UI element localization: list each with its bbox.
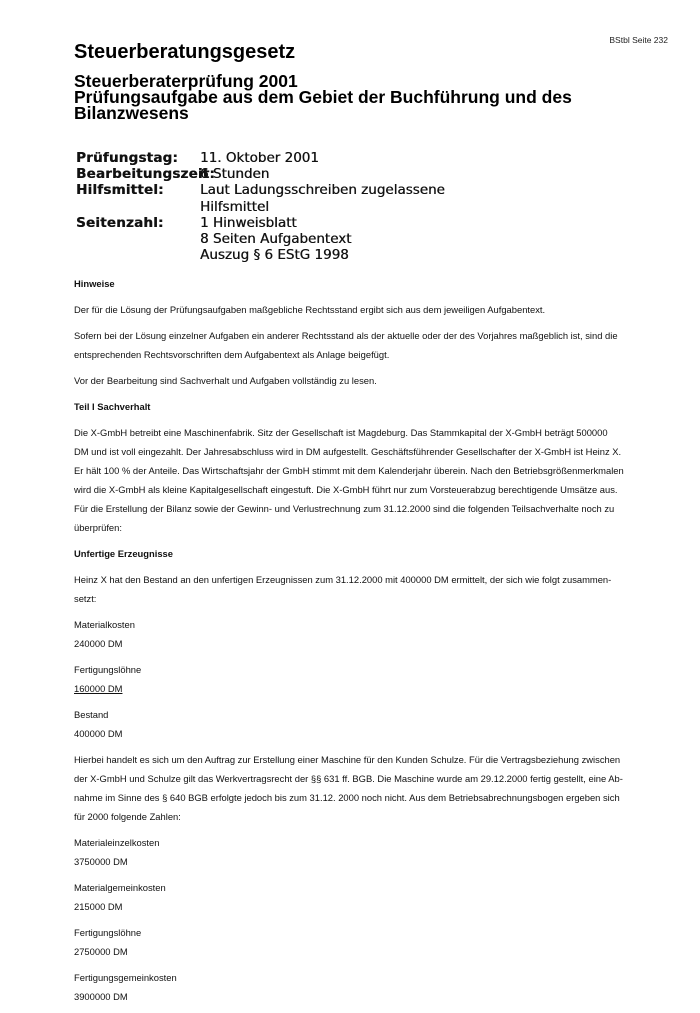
section-heading-unfertige-erzeugnisse: Unfertige Erzeugnisse [74, 548, 173, 559]
cost-item [74, 968, 624, 1006]
info-label: Bearbeitungszeit: [76, 166, 215, 183]
info-values [200, 215, 351, 264]
subtitle-line: Prüfungsaufgabe aus dem Gebiet der Buchführung und des [74, 87, 572, 107]
info-value: 11. Oktober 2001 [200, 150, 319, 166]
paragraph: Die X-GmbH betreibt eine Maschinenfabrik. Sitz der Gesellschaft ist Magdeburg. Das Stammkapital der X-GmbH beträgt 500000 DM und ist voll eingezahlt. Der Jahresabschluss wird in DM aufgestellt. Geschäftsführender Gesellschafter der X-GmbH ist Heinz X. Er hält 100 % der Anteile. Das Wirtschaftsjahr der GmbH stimmt mit dem Kalenderjahr überein. Nach den Betriebsgrößenmerkmalen wird die X-GmbH als kleine Kapitalgesellschaft eingestuft. Die X-GmbH führt nur zum Vorsteuerabzug berechtigende Umsätze aus. Für die Erstellung der Bilanz sowie der Gewinn- und Verlustrechnung zum 31.12.2000 sind die folgenden Teilsachverhalte noch zu überprüfen: [74, 427, 624, 533]
page-reference: BStbl Seite 232 [609, 35, 668, 45]
info-value: Hilfsmittel [200, 198, 269, 215]
cost-item [74, 660, 624, 698]
info-value: 1 Hinweisblatt [200, 214, 297, 231]
cost-value: 240000 DM [74, 638, 123, 649]
subtitle-line: Bilanzwesens [74, 103, 189, 123]
info-value: Auszug § 6 EStG 1998 [200, 247, 349, 264]
cost-item [74, 615, 624, 653]
info-value: Laut Ladungsschreiben zugelassene [200, 182, 445, 199]
info-values [200, 150, 319, 166]
info-label: Hilfsmittel: [76, 182, 164, 199]
info-row-date [76, 150, 445, 166]
cost-value: 215000 DM [74, 901, 123, 912]
section-heading-teil-1: Teil I Sachverhalt [74, 401, 151, 412]
cost-value: 400000 DM [74, 728, 123, 739]
subtitle-line: Steuerberaterprüfung 2001 [74, 71, 298, 91]
cost-label: Bestand [74, 709, 109, 720]
paragraph: Hierbei handelt es sich um den Auftrag zur Erstellung einer Maschine für den Kunden Schulze. Für die Vertragsbeziehung zwischen der X-GmbH und Schulze gilt das Werkvertragsrecht der §§ 631 ff. BGB. Die Maschine wurde am 29.12.2000 fertig gestellt, eine Abnahme im Sinne des § 640 BGB erfolgte jedoch bis zum 31.12. 2000 noch nicht. Aus dem Betriebsabrechnungsbogen ergeben sich für 2000 folgende Zahlen: [74, 754, 623, 822]
paragraph: Sofern bei der Lösung einzelner Aufgaben ein anderer Rechtsstand als der aktuelle oder der des Vorjahres maßgeblich ist, sind die entsprechenden Rechtsvorschriften dem Aufgabentext als Anlage beigefügt. [74, 330, 618, 360]
info-row-duration [76, 166, 445, 182]
info-value: 6 Stunden [200, 166, 270, 183]
cost-item [74, 833, 624, 871]
paragraph: Vor der Bearbeitung sind Sachverhalt und Aufgaben vollständig zu lesen. [74, 375, 377, 386]
cost-label: Materialeinzelkosten [74, 837, 160, 848]
document-body [74, 274, 624, 1013]
info-values [200, 182, 445, 214]
info-label: Seitenzahl: [76, 214, 164, 231]
cost-value: 160000 DM [74, 683, 123, 694]
cost-label: Materialkosten [74, 619, 135, 630]
cost-label: Fertigungsgemeinkosten [74, 972, 177, 983]
cost-value: 3900000 DM [74, 991, 128, 1002]
paragraph: Heinz X hat den Bestand an den unfertigen Erzeugnissen zum 31.12.2000 mit 400000 DM ermittelt, der sich wie folgt zusammensetzt: [74, 574, 612, 604]
cost-label: Materialgemeinkosten [74, 882, 166, 893]
section-heading-hinweise: Hinweise [74, 278, 115, 289]
cost-label: Fertigungslöhne [74, 927, 142, 938]
paragraph: Der für die Lösung der Prüfungsaufgaben maßgebliche Rechtsstand ergibt sich aus dem jeweiligen Aufgabentext. [74, 304, 546, 315]
info-value: 8 Seiten Aufgabentext [200, 231, 352, 248]
cost-item [74, 878, 624, 916]
cost-value: 2750000 DM [74, 946, 128, 957]
cost-value: 3750000 DM [74, 856, 128, 867]
info-row-aids [76, 182, 445, 214]
cost-item [74, 705, 624, 743]
document-subtitle [74, 73, 674, 121]
title-block [74, 41, 674, 121]
info-row-pages [76, 215, 445, 264]
cost-item [74, 923, 624, 961]
exam-info-block [76, 150, 445, 263]
cost-label: Fertigungslöhne [74, 664, 142, 675]
info-values [200, 166, 269, 182]
info-label: Prüfungstag: [76, 150, 178, 166]
document-title: Steuerberatungsgesetz [74, 41, 296, 63]
